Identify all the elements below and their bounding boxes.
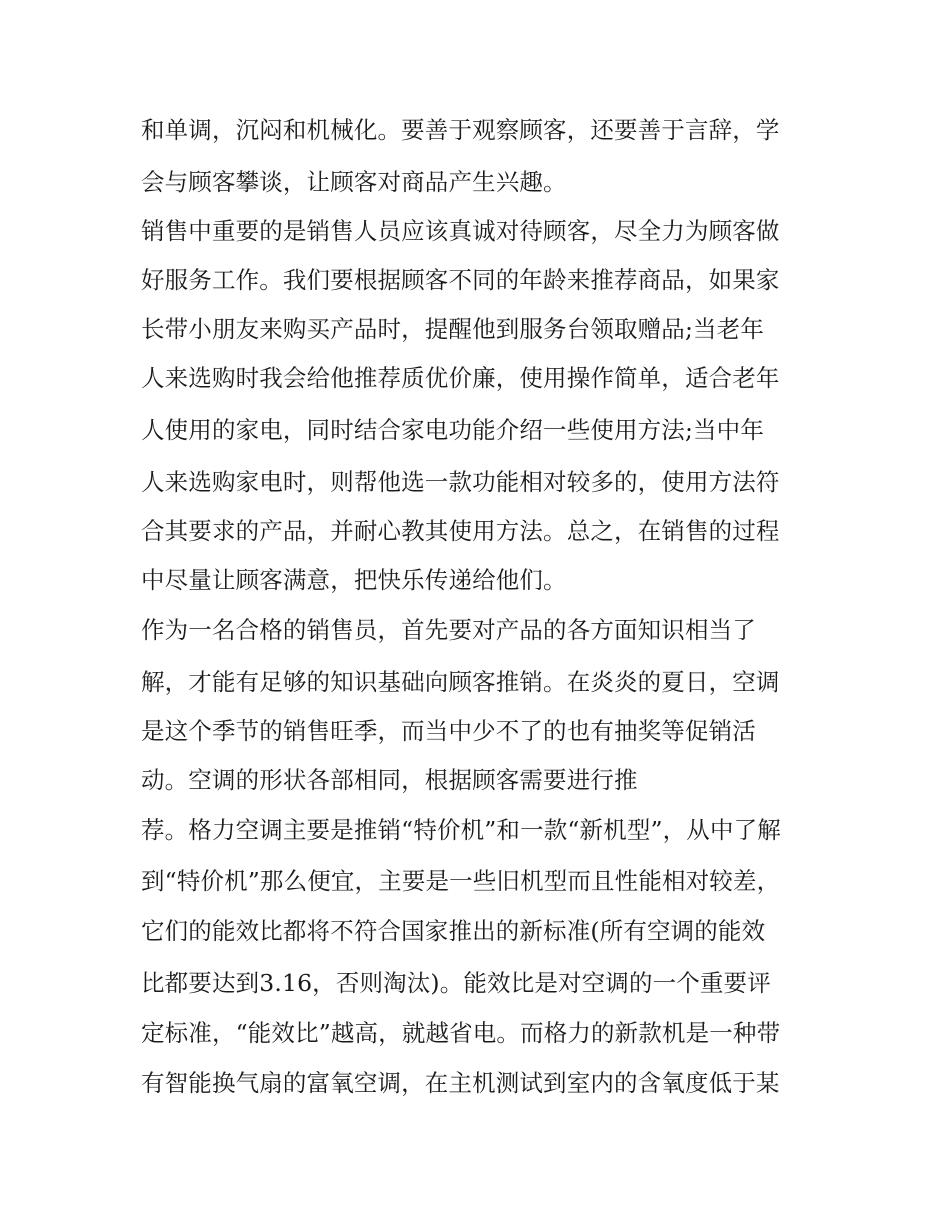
text-line: 动。空调的形状各部相同，根据顾客需要进行推: [141, 766, 638, 794]
text-line: 比都要达到3.16，否则淘汰)。能效比是对空调的一个重要评: [141, 969, 771, 997]
text-line: 好服务工作。我们要根据顾客不同的年龄来推荐商品，如果家: [141, 266, 780, 294]
text-line: 和单调，沉闷和机械化。要善于观察顾客，还要善于言辞，学: [141, 116, 780, 144]
text-line: 荐。格力空调主要是推销“特价机”和一款“新机型”，从中了解: [141, 816, 781, 844]
text-line: 是这个季节的销售旺季，而当中少不了的也有抽奖等促销活: [141, 717, 756, 745]
text-line: 中尽量让顾客满意，把快乐传递给他们。: [141, 566, 567, 594]
text-line: 人来选购时我会给他推荐质优价廉，使用操作简单，适合老年: [141, 364, 780, 392]
text-line: 会与顾客攀谈，让顾客对商品产生兴趣。: [141, 168, 567, 196]
text-line: 解，才能有足够的知识基础向顾客推销。在炎炎的夏日，空调: [141, 668, 780, 696]
text-line: 到“特价机”那么便宜，主要是一些旧机型而且性能相对较差，: [141, 867, 781, 895]
text-line: 合其要求的产品，并耐心教其使用方法。总之，在销售的过程: [141, 517, 780, 545]
text-line: 作为一名合格的销售员，首先要对产品的各方面知识相当了: [141, 616, 756, 644]
text-line: 人来选购家电时，则帮他选一款功能相对较多的，使用方法符: [141, 468, 780, 496]
text-line: 有智能换气扇的富氧空调，在主机测试到室内的含氧度低于某: [141, 1069, 780, 1097]
text-line: 定标准，“能效比”越高，就越省电。而格力的新款机是一种带: [141, 1019, 781, 1047]
text-line: 销售中重要的是销售人员应该真诚对待顾客，尽全力为顾客做: [141, 217, 780, 245]
text-line: 它们的能效比都将不符合国家推出的新标准(所有空调的能效: [141, 917, 766, 945]
text-line: 人使用的家电，同时结合家电功能介绍一些使用方法;当中年: [141, 416, 764, 444]
text-line: 长带小朋友来购买产品时，提醒他到服务台领取赠品;当老年: [141, 315, 764, 343]
